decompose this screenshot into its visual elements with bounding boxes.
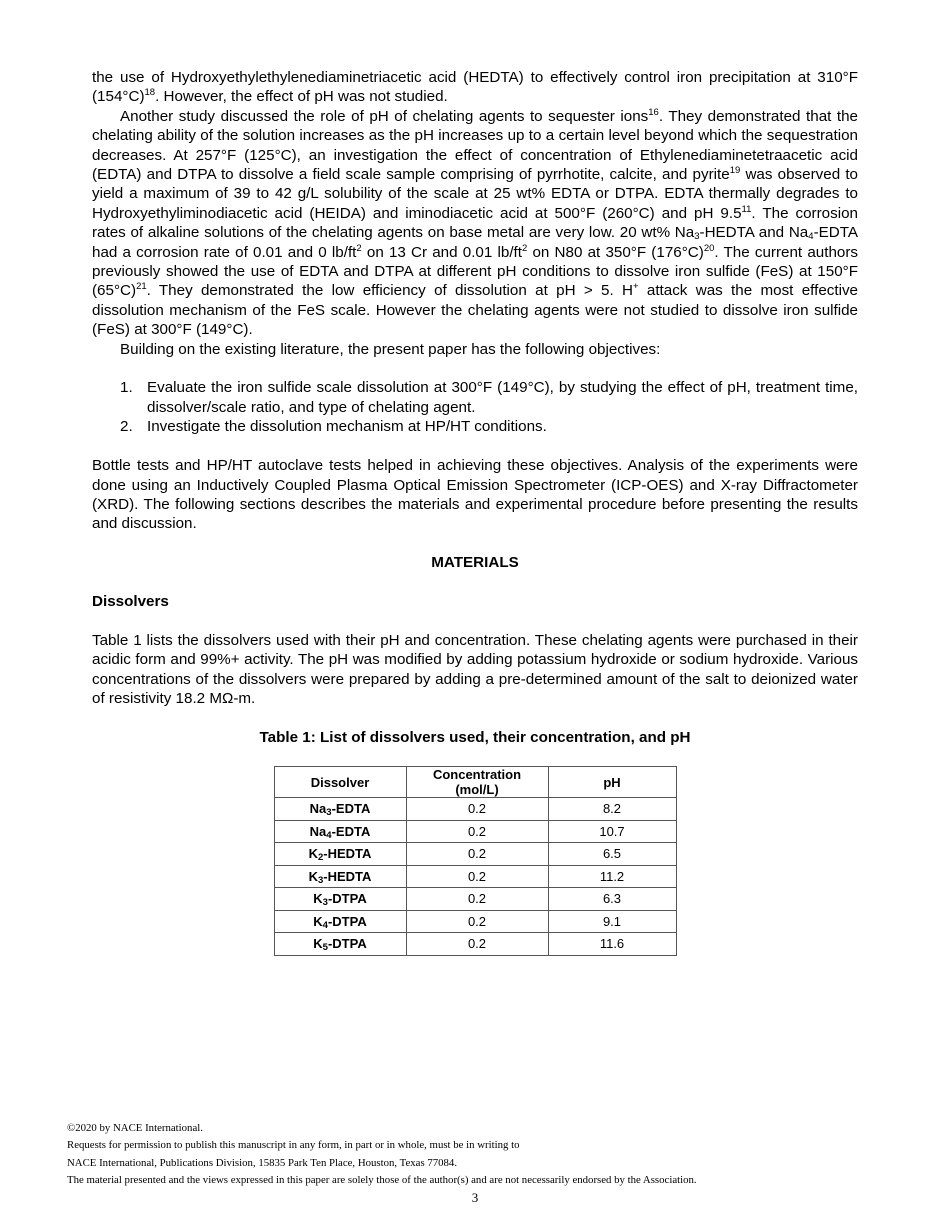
citation: 11 <box>741 203 752 215</box>
dissolvers-table <box>274 766 677 956</box>
concentration-cell: 0.2 <box>406 843 548 866</box>
dissolver-cell: $Na_3$-EDTA <box>274 798 406 821</box>
intro-paragraph-2: Another study discussed the role of pH of chelating agents to sequester ions$^{16}$. They demonstrated that the chelating ability of the solution increases as the pH increases up to a certain level beyond which the sequestration decreases. At 257°F (125°C), an investigation the effect of concentration of Ethylenediaminetetraacetic acid (EDTA) and DTPA to dissolve a field scale sample comprising of pyrrhotite, calcite, and pyrite$^{19}$ was observed to yield a maximum of 39 to 42 g/L solubility of the scale at 25 wt% EDTA or DTPA. EDTA thermally degrades to Hydroxyethyliminodiacetic acid (HEIDA) and iminodiacetic acid at 500°F (260°C) and pH $9.5^{11}$. The corrosion rates of alkaline solutions of the chelating agents on base metal are very low. 20 wt% $Na_3$-HEDTA and $Na_4$-EDTA had a corrosion rate of 0.01 and 0 $lb/ft^2$ on 13 Cr and 0.01 $lb/ft^2$ on N80 at 350°F $(176^\circ C)^{20}$. The current authors previously showed the use of EDTA and DTPA at different pH conditions to dissolve iron sulfide (FeS) at 150°F $(65^\circ C)^{21}$. They demonstrated the low efficiency of dissolution at pH > 5. H+ attack was the most effective dissolution mechanism of the FeS scale. However the chelating agents were not studied to dissolve iron sulfide (FeS) at 300°F (149°C). <box>92 106 859 339</box>
section-heading: MATERIALS <box>431 554 519 572</box>
table-caption: Table 1: List of dissolvers used, their concentration, and pH <box>259 728 691 746</box>
dissolver-cell: $Na_4$-EDTA <box>274 820 406 843</box>
ph-cell: 11.6 <box>548 933 676 956</box>
table-row <box>274 933 676 956</box>
page-body <box>92 68 858 956</box>
dissolver-cell: $K_2$-HEDTA <box>274 843 406 866</box>
ph-cell: 10.7 <box>548 820 676 843</box>
citation: 21 <box>136 281 147 293</box>
table-row <box>274 820 676 843</box>
footer-line: The material presented and the views expressed in this paper are solely those of the author(s) and are not necessarily endorsed by the Association. <box>67 1174 697 1187</box>
ph-cell: 6.5 <box>548 843 676 866</box>
page-number: 3 <box>471 1190 479 1205</box>
page-footer <box>67 1120 883 1190</box>
citation: 20 <box>703 242 715 254</box>
header-ph: pH <box>548 767 676 798</box>
table-row <box>274 888 676 911</box>
header-dissolver: Dissolver <box>274 767 406 798</box>
citation: 19 <box>729 165 741 177</box>
concentration-cell: 0.2 <box>406 910 548 933</box>
ph-cell: 8.2 <box>548 798 676 821</box>
table-row <box>274 865 676 888</box>
dissolver-cell: $K_3$-DTPA <box>274 888 406 911</box>
dissolvers-paragraph: Table 1 lists the dissolvers used with their pH and concentration. These chelating agents were purchased in their acidic form and 99%+ activity. The pH was modified by adding potassium hydroxide or sodium hydroxide. Various concentrations of the dissolvers were prepared by adding a pre-determined amount of the salt to deionized water of resistivity 18.2 MΩ-m. <box>92 631 858 707</box>
footer-line: NACE International, Publications Division, 15835 Park Ten Place, Houston, Texas 77084. <box>67 1156 458 1169</box>
concentration-cell: 0.2 <box>406 798 548 821</box>
dissolver-cell: $K_4$-DTPA <box>274 910 406 933</box>
list-item: 1. Evaluate the iron sulfide scale dissolution at 300°F (149°C), by studying the effect of pH, treatment time, dissolver/scale ratio, and type of chelating agent. <box>120 379 858 416</box>
table-row <box>274 910 676 933</box>
subsection-heading: Dissolvers <box>92 592 169 610</box>
ph-cell: 6.3 <box>548 888 676 911</box>
table-row <box>274 843 676 866</box>
concentration-cell: 0.2 <box>406 820 548 843</box>
summary-paragraph: Bottle tests and HP/HT autoclave tests helped in achieving these objectives. Analysis of the experiments were done using an Inductively Coupled Plasma Optical Emission Spectrometer (ICP-OES) and X-ray Diffractometer (XRD). The following sections describes the materials and experimental procedure before presenting the results and discussion. <box>92 457 858 533</box>
concentration-cell: 0.2 <box>406 865 548 888</box>
objectives-list <box>92 378 858 436</box>
concentration-cell: 0.2 <box>406 933 548 956</box>
concentration-cell: 0.2 <box>406 888 548 911</box>
table-header-row <box>274 767 676 798</box>
table-row <box>274 798 676 821</box>
citation: 18 <box>144 87 156 99</box>
footer-copyright: ©2020 by NACE International. <box>67 1122 203 1134</box>
dissolver-cell: $K_5$-DTPA <box>274 933 406 956</box>
citation: 16 <box>648 106 659 118</box>
intro-paragraph-3: Building on the existing literature, the present paper has the following objectives: <box>120 340 661 358</box>
ph-cell: 11.2 <box>548 865 676 888</box>
ph-cell: 9.1 <box>548 910 676 933</box>
dissolver-cell: $K_3$-HEDTA <box>274 865 406 888</box>
intro-paragraph-1: the use of Hydroxyethylethylenediaminetriacetic acid (HEDTA) to effectively control iron precipitation at 310°F $(154^\circ C)^{18}$. However, the effect of pH was not studied. <box>92 69 858 106</box>
footer-line: Requests for permission to publish this manuscript in any form, in part or in whole, must be in writing to <box>67 1139 520 1152</box>
list-item: 2. Investigate the dissolution mechanism at HP/HT conditions. <box>120 418 547 436</box>
header-concentration: Concentration (mol/L) <box>406 767 548 798</box>
